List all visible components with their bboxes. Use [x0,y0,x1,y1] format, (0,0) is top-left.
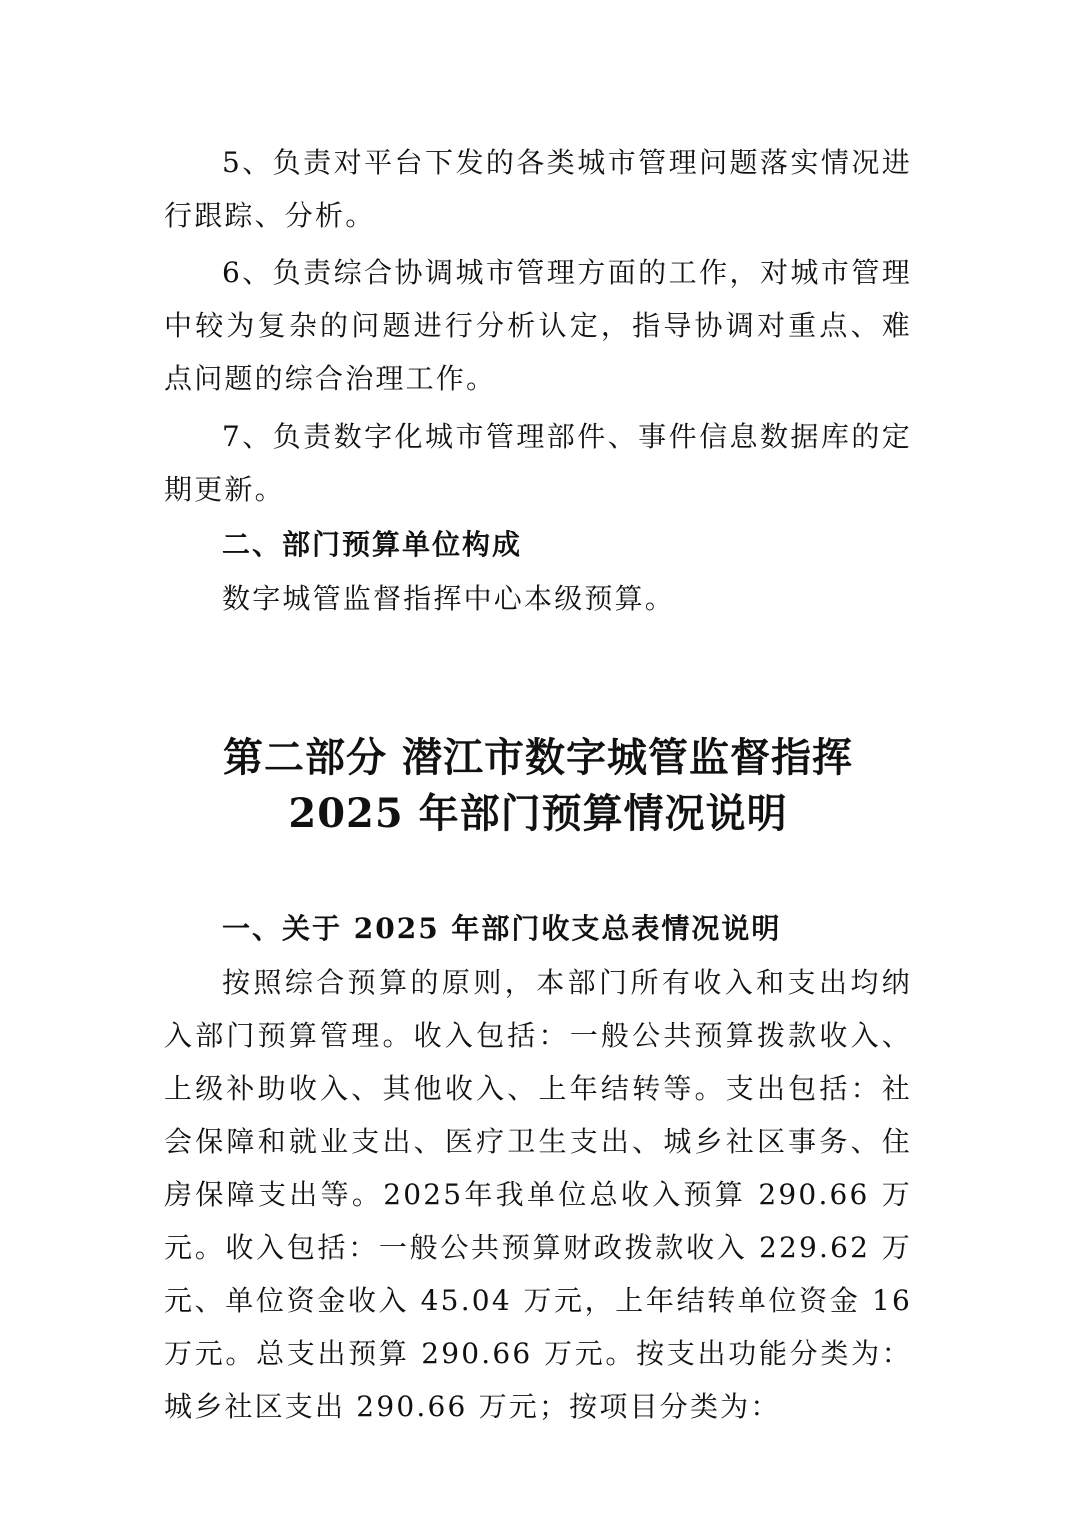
paragraph-item-6: 6、负责综合协调城市管理方面的工作，对城市管理中较为复杂的问题进行分析认定，指导协调对重点、难点问题的综合治理工作。 [164,256,912,395]
section-body-budget-units: 数字城管监督指挥中心本级预算。 [222,582,676,615]
section-heading-budget-units: 二、部门预算单位构成 [222,528,523,561]
paragraph-item-5: 5、负责对平台下发的各类城市管理问题落实情况进行跟踪、分析。 [164,146,912,232]
part-title-line-2: 2025 年部门预算情况说明 [288,790,788,837]
part-title-line-1: 第二部分 潜江市数字城管监督指挥 [223,734,853,781]
subsection-body-revenue-expenditure: 按照综合预算的原则，本部门所有收入和支出均纳入部门预算管理。收入包括：一般公共预算拨款收入、上级补助收入、其他收入、上年结转等。支出包括：社会保障和就业支出、医疗卫生支出、城乡社区事务、住房保障支出等。2025年我单位总收入预算 290.66 万元。收入包括：一般公共预算财政拨款收入 229.62 万元、单位资金收入 45.04 万元，上年结转单位资金 16 万元。总支出预算 290.66 万元。按支出功能分类为：城乡社区支出 290.66 万元；按项目分类为： [164,966,912,1423]
subsection-heading-revenue-expenditure: 一、关于 2025 年部门收支总表情况说明 [222,912,782,945]
paragraph-item-7: 7、负责数字化城市管理部件、事件信息数据库的定期更新。 [164,420,912,506]
